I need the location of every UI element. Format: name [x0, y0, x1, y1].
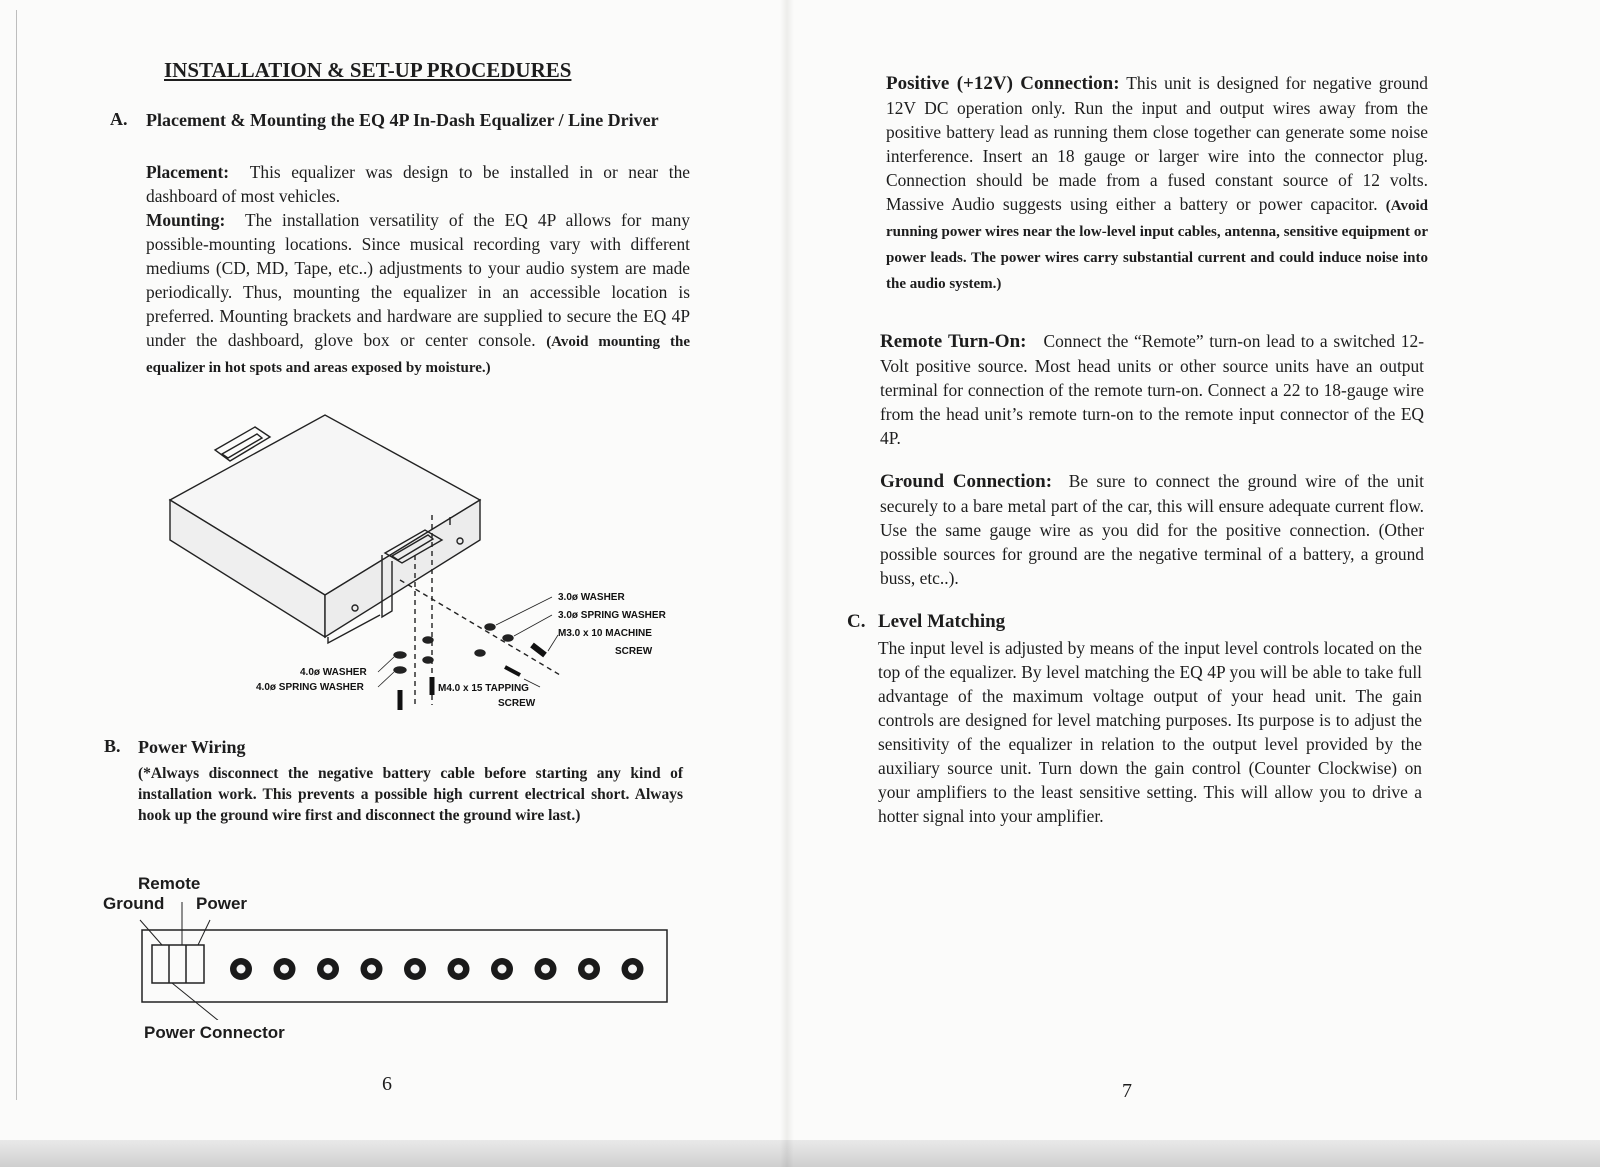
label-tapping-screw-line1: M4.0 x 15 TAPPING: [438, 683, 529, 694]
rca-jack: [274, 958, 296, 980]
positive-connection-text: This unit is designed for negative ground 12V DC operation only. Run the input and output wires away from the positive battery lead as running them close together can generate some noise interference. Insert an 18 gauge or larger wire into the connector plug. Connection should be made from a fused constant source of 12 volts. Massive Audio suggests using either a battery or power capacitor.: [886, 73, 1428, 214]
rca-jack: [578, 958, 600, 980]
section-a-letter: A.: [110, 109, 128, 129]
rca-jack: [535, 958, 557, 980]
section-a-title: Placement & Mounting the EQ 4P In-Dash Equalizer / Line Driver: [146, 110, 659, 130]
label-ground: Ground: [103, 894, 165, 913]
rca-jack: [361, 958, 383, 980]
level-matching-paragraph: The input level is adjusted by means of the input level controls located on the top of the equalizer. By level matching the EQ 4P you will be able to take full advantage of the maximum voltage output of your head unit. The gain controls are designed for level matching purposes. Its purpose is to adjust the sensitivity of the equalizer in relation to the output level provided by the auxiliary source unit. Turn down the gain control (Counter Clockwise) on your amplifiers to the least sensitive setting. This will allow you to drive a hotter signal into your amplifier.: [878, 638, 1422, 826]
equalizer-chassis-drawing: [170, 415, 560, 710]
power-connector-block: [152, 945, 204, 983]
power-wiring-warning: (*Always disconnect the negative battery cable before starting any kind of installation work. This prevents a possible high current electrical short. Always hook up the ground wire first and disconnect the ground wire last.): [138, 765, 683, 824]
rca-jack: [404, 958, 426, 980]
section-c-letter: C.: [847, 611, 866, 632]
placement-text: This equalizer was design to be installed in or near the dashboard of most vehicles.: [146, 162, 690, 206]
placement-paragraph: [146, 160, 690, 208]
rca-jack: [317, 958, 339, 980]
label-machine-screw-line2: SCREW: [615, 646, 653, 657]
section-b-letter: B.: [104, 736, 121, 756]
rca-jack: [491, 958, 513, 980]
page-heading: INSTALLATION & SET-UP PROCEDURES: [164, 58, 572, 82]
label-power-connector: Power Connector: [144, 1023, 285, 1042]
page-number-right: 7: [1122, 1080, 1132, 1102]
positive-connection-label: Positive (+12V) Connection:: [886, 73, 1120, 94]
remote-turn-on-text: Connect the “Remote” turn-on lead to a switched 12-Volt positive source. Most head units or other source units have an output terminal for connection of the remote turn-on. Connect a 22 to 18-gauge wire from the head unit’s remote turn-on to the remote input connector of the EQ 4P.: [880, 331, 1424, 448]
ground-connection-text: Be sure to connect the ground wire of the unit securely to a bare metal part of the car, this will ensure adequate current flow. Use the same gauge wire as you did for the positive connection. (Other possible sources for ground are the negative terminal of a battery, a ground buss, etc..).: [880, 471, 1424, 588]
rca-jack: [230, 958, 252, 980]
mounting-text: The installation versatility of the EQ 4P allows for many possible-mounting locations. Since musical recording vary with different mediums (CD, MD, Tape, etc..) adjustments to your audio system are made periodically. Thus, mounting the equalizer in an accessible location is preferred. Mounting brackets and hardware are supplied to secure the EQ 4P under the dashboard, glove box or center console.: [146, 210, 690, 350]
label-spring-washer-3: 3.0ø SPRING WASHER: [558, 610, 666, 621]
mounting-paragraph: [146, 208, 690, 380]
mounting-diagram: [160, 405, 720, 745]
mounting-label: Mounting:: [146, 210, 226, 230]
positive-connection-warning: (Avoid running power wires near the low-level input cables, antenna, sensitive equipment or power leads. The power wires carry substantial current and could induce noise into the audio system.): [886, 198, 1428, 292]
remote-turn-on-label: Remote Turn-On:: [880, 331, 1027, 352]
label-power: Power: [196, 894, 248, 913]
section-c-title: Level Matching: [878, 611, 1006, 632]
mounting-warning: (Avoid mounting the equalizer in hot spots and areas exposed by moisture.): [146, 334, 690, 376]
ground-connection-label: Ground Connection:: [880, 471, 1053, 492]
section-b-title: Power Wiring: [138, 737, 246, 757]
ground-connection-paragraph: [880, 469, 1424, 590]
label-spring-washer-4: 4.0ø SPRING WASHER: [256, 682, 364, 693]
rca-jacks: [230, 958, 644, 980]
rca-jack: [448, 958, 470, 980]
left-page: [0, 0, 790, 1167]
label-washer-4: 4.0ø WASHER: [300, 667, 367, 678]
label-remote: Remote: [138, 874, 201, 893]
positive-connection-paragraph: [886, 71, 1428, 296]
label-washer-3: 3.0ø WASHER: [558, 592, 625, 603]
connector-diagram: [100, 890, 680, 1020]
remote-turn-on-paragraph: [880, 329, 1424, 450]
right-page: [790, 0, 1600, 1167]
rca-jack: [622, 958, 644, 980]
label-tapping-screw-line2: SCREW: [498, 698, 536, 709]
page-number-left: 6: [382, 1073, 392, 1095]
placement-label: Placement:: [146, 162, 230, 182]
label-machine-screw-line1: M3.0 x 10 MACHINE: [558, 628, 652, 639]
